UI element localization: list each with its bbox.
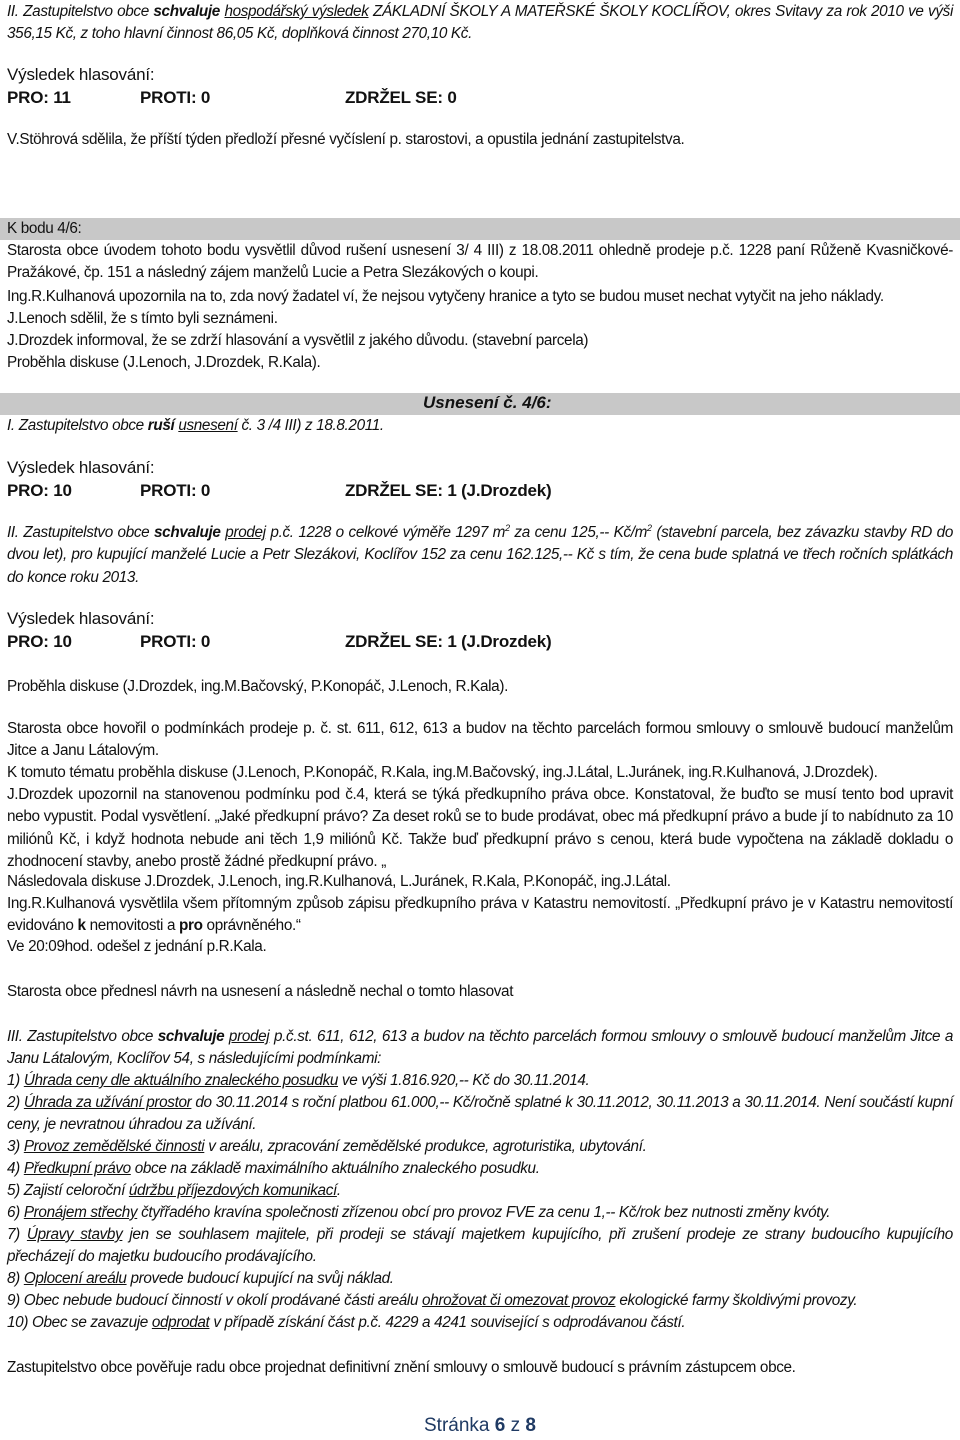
text: ohrožovat či omezovat provoz [422,1292,616,1309]
text: provede budoucí kupující na svůj náklad. [126,1270,394,1287]
text: 2) [7,1094,24,1111]
paragraph: Proběhla diskuse (J.Lenoch, J.Drozdek, R.Kala). [7,354,321,371]
text: za cenu 125,-- Kč/m [509,524,648,541]
vote-pro: PRO: 11 [7,88,71,107]
text: prodej [225,524,266,541]
resolution-school-result [7,1,953,46]
paragraph: K tomuto tématu proběhla diskuse (J.Lenoch, P.Konopáč, R.Kala, ing.M.Bačovský, ing.J.Látal, L.Juránek, ing.R.Kulhanová, J.Drozdek). [7,764,878,781]
text: . [336,1182,341,1199]
text: I. Zastupitelstvo obce [7,417,148,434]
condition-item [7,1224,953,1269]
vote-pro: PRO: 10 [7,632,72,651]
condition-item [7,1202,953,1224]
vote-proti: PROTI: 0 [140,632,211,651]
text: Pronájem střechy [23,1204,138,1221]
vote-pro: PRO: 10 [7,481,72,500]
paragraph: Proběhla diskuse (J.Drozdek, ing.M.Bačovský, P.Konopáč, J.Lenoch, R.Kala). [7,678,508,695]
paragraph: Ve 20:09hod. odešel z jednání p.R.Kala. [7,938,267,955]
paragraph: V.Stöhrová sdělila, že příští týden předloží přesné vyčíslení p. starostovi, a opustila jednání zastupitelstva. [7,131,685,148]
text: údržbu příjezdových komunikací [128,1182,337,1199]
text: 6) [7,1204,24,1221]
text: 4) [7,1160,24,1177]
text: II. Zastupitelstvo obce [7,524,155,541]
paragraph: J.Drozdek upozornil na stanovenou podmínku pod č.4, která se týká předkupního práva obce. Konstatoval, že buďto se musí tento bod upravit nebo vypustit. Podal vysvětlení. „Jaké předkupní právo? Za deset roků se to bude prodávat, obec má předkupní právo a bude jí to nabídnuto za 10 miliónů Kč, i když hodnota nebude ani těch 1,9 miliónů Kč. Takže buď předkupní právo s cenou, která bude vypočtena na základě dokladu o zhodnocení stavby, anebo prostě žádné předkupní právo. „ [7,786,953,871]
vote-zdrzel: ZDRŽEL SE: 0 [345,88,457,107]
vote-proti: PROTI: 0 [140,88,211,107]
text: II. Zastupitelstvo obce [7,3,154,20]
page-count: 8 [525,1415,536,1436]
vote-heading: Výsledek hlasování: [7,609,155,628]
text: p.č.st. 611, 612, 613 a budov na těchto parcelách formou smlouvy o smlouvě budoucí manželům Jitce a Janu Látalovým, Koclířov 54, s následujícími podmínkami: [7,1028,953,1068]
text: pro [179,917,203,935]
page-footer [0,1415,960,1437]
text: ruší [147,417,175,434]
text: III. Zastupitelstvo obce [7,1028,158,1045]
paragraph: J.Lenoch sdělil, že s tímto byli seznámeni. [7,310,278,327]
text: Oplocení areálu [23,1270,127,1287]
text: nemovitosti a [85,917,180,935]
text: 1) [7,1072,24,1089]
vote-heading: Výsledek hlasování: [7,65,155,84]
text: čtyřřadého kravína společnosti zřízenou obcí pro provoz FVE za cenu 1,-- Kč/rok bez nutnosti změny kvóty. [137,1204,831,1221]
condition-item [7,1290,953,1312]
paragraph: J.Drozdek informoval, že se zdrží hlasování a vysvětlil z jakého důvodu. (stavební parcela) [7,332,589,349]
paragraph: Zastupitelstvo obce pověřuje radu obce projednat definitivní znění smlouvy o smlouvě budoucí s právním zástupcem obce. [7,1359,796,1376]
text: Provoz zemědělské činnosti [23,1138,205,1155]
paragraph: Starosta obce hovořil o podmínkách prodeje p. č. st. 611, 612, 613 a budov na těchto parcelách formou smlouvy o smlouvě budoucí manželům Jitce a Janu Látalovým. [7,720,953,760]
footer-text: Stránka [424,1415,495,1436]
condition-item [7,1158,953,1180]
vote-zdrzel: ZDRŽEL SE: 1 (J.Drozdek) [345,632,552,651]
condition-item [7,1268,953,1290]
text: oprávněného.“ [202,917,301,935]
text: 7) [7,1226,27,1243]
condition-item [7,1070,953,1092]
resolution-sale-conditions [7,1026,953,1071]
text: do 30.11.2014 s roční platbou 61.000,-- Kč/ročně splatné k 30.11.2012, 30.11.2013 a 30.11.2014. Není součástí kupní ceny, je nevratnou úhradou za užívání. [7,1094,953,1134]
text: ve výši 1.816.920,-- Kč do 30.11.2014. [338,1072,590,1089]
text: schvaluje [157,1028,225,1045]
superscript: 2 [505,522,510,533]
superscript: 2 [647,522,652,533]
footer-text: z [505,1415,526,1436]
vote-heading: Výsledek hlasování: [7,458,155,477]
vote-zdrzel: ZDRŽEL SE: 1 (J.Drozdek) [345,481,552,500]
resolution-sale [7,522,953,589]
text: 5) Zajistí celoroční [7,1182,129,1199]
text: 9) Obec nebude budoucí činností v okolí prodávané části areálu [7,1292,423,1309]
text: (stavební parcela, bez závazku stavby RD do dvou let), pro kupující manželé Lucie a Petr Slezákovi, Koclířov 152 za cenu 162.125,-- Kč s tím, že cena bude splatná ve třech ročních splátkách do konce roku 2013. [7,524,953,586]
vote-proti: PROTI: 0 [140,481,211,500]
text: Úpravy stavby [26,1226,123,1243]
text: ekologické farmy školdivými provozy. [615,1292,858,1309]
section-heading: K bodu 4/6: [7,220,82,237]
text: hospodářský výsledek [224,3,369,20]
text: v areálu, zpracování zemědělské produkce, agroturistika, ubytování. [204,1138,647,1155]
paragraph: Ing.R.Kulhanová upozornila na to, zda nový žadatel ví, že nejsou vytyčeny hranice a tyto se budou muset nechat vytyčit na jeho náklady. [7,288,884,305]
text: Úhrada za užívání prostor [23,1094,192,1111]
text: prodej [228,1028,270,1045]
text: jen se souhlasem majitele, při prodeji se stávají majetkem kupujícího, při zrušení prodeje ze strany budoucího kupujícího přecházejí do majetku budoucího prodávajícího. [7,1226,953,1266]
text: Úhrada ceny dle aktuálního znaleckého posudku [23,1072,339,1089]
text: v případě získání část p.č. 4229 a 4241 související s odprodávanou částí. [209,1314,686,1331]
text: schvaluje [154,524,221,541]
page-number: 6 [494,1415,506,1436]
text: p.č. 1228 o celkové výměře 1297 m [265,524,506,541]
text: 8) [7,1270,24,1287]
text: č. 3 /4 III) z 18.8.2011. [237,417,384,434]
text: k [77,917,86,935]
condition-item [7,1312,953,1334]
condition-item [7,1092,953,1137]
usneseni-title: Usnesení č. 4/6: [423,393,552,412]
text: Ing.R.Kulhanová vysvětlila všem přítomným způsob zápisu předkupního práva v Katastru nemovitostí. „Předkupní právo je v Katastru nemovitostí evidováno [7,895,953,935]
resolution-cancel [7,415,953,437]
text: Předkupní právo [23,1160,131,1177]
condition-item [7,1180,953,1202]
text: usnesení [178,417,238,434]
paragraph [7,893,953,938]
text: 10) Obec se zavazuje [7,1314,152,1331]
paragraph: Starosta obce úvodem tohoto bodu vysvětlil důvod rušení usnesení 3/ 4 III) z 18.08.2011 ohledně prodeje p.č. 1228 paní Růženě Kvasničkové-Pražákové, čp. 151 a následný zájem manželů Lucie a Petra Slezákových o koupi. [7,242,953,282]
text: odprodat [151,1314,210,1331]
paragraph: Následovala diskuse J.Drozdek, J.Lenoch, ing.R.Kulhanová, L.Juránek, R.Kala, P.Konopáč, ing.J.Látal. [7,873,671,890]
text: schvaluje [153,3,220,20]
text: 3) [7,1138,24,1155]
text: ZÁKLADNÍ ŠKOLY A MATEŘSKÉ ŠKOLY KOCLÍŘOV, okres Svitavy za rok 2010 ve výši 356,15 Kč, z toho hlavní činnost 86,05 Kč, doplňková činnost 270,10 Kč. [7,3,953,43]
text: obce na základě maximálního aktuálního znaleckého posudku. [130,1160,540,1177]
condition-item [7,1136,953,1158]
paragraph: Starosta obce přednesl návrh na usnesení a následně nechal o tomto hlasovat [7,983,514,1000]
